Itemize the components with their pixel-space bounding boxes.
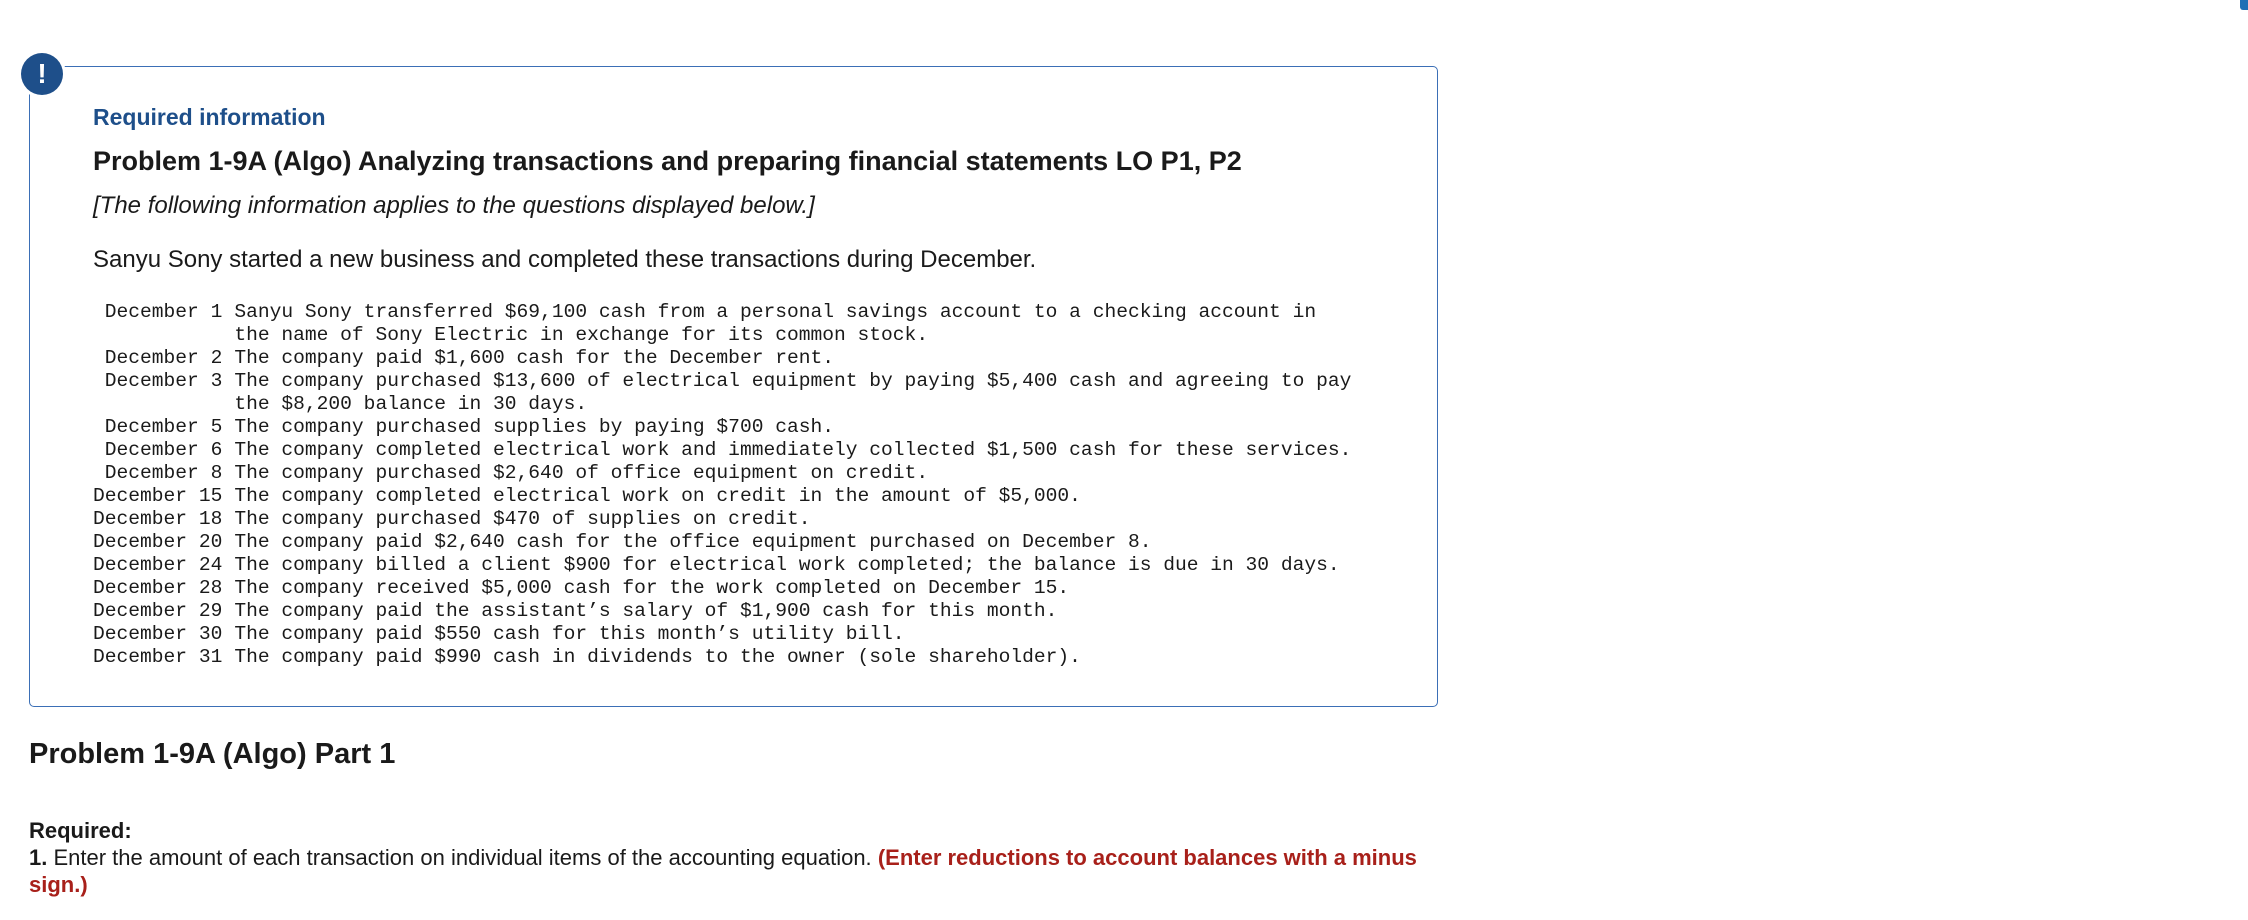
instruction-body: Enter the amount of each transaction on individual items of the accounting equation. [53,845,872,870]
transaction-date: December 1 [104,301,223,323]
transaction-description: The company paid $1,600 cash for the December rent. [234,347,835,369]
transaction-description: The company purchased $470 of supplies on credit. [234,508,811,530]
intro-text: Sanyu Sony started a new business and completed these transactions during December. [93,246,1037,273]
part-title: Problem 1-9A (Algo) Part 1 [29,738,396,770]
transaction-date: December 30 [93,623,223,645]
transaction-date: December 31 [93,646,223,668]
instruction-text [29,844,1449,898]
transaction-date: December 28 [93,577,223,599]
transaction-row [93,485,1359,508]
transaction-date: December 24 [93,554,223,576]
instruction-note: (Enter reductions to account balances with a minus sign.) [29,845,1417,897]
transaction-row [93,416,1359,439]
transaction-row [93,577,1359,600]
transaction-description: The company received $5,000 cash for the work completed on December 15. [234,577,1070,599]
transaction-row [93,508,1359,531]
step-number: 1. [29,845,48,870]
transaction-date: December 3 [104,370,223,392]
transaction-description: The company purchased supplies by paying $700 cash. [234,416,835,438]
transaction-description: The company paid $990 cash in dividends to the owner (sole shareholder). [234,646,1081,668]
transaction-description: The company purchased $13,600 of electrical equipment by paying $5,400 cash and agreeing to pay the $8,200 balance in 30 days. [234,370,1352,415]
transaction-description: The company paid the assistant’s salary of $1,900 cash for this month. [234,600,1058,622]
transaction-row [93,462,1359,485]
alert-icon: ! [21,53,63,95]
transaction-row [93,531,1359,554]
transaction-description: The company paid $550 cash for this month’s utility bill. [234,623,905,645]
corner-tab [2240,0,2248,10]
required-information-heading: Required information [93,104,326,130]
transaction-description: The company paid $2,640 cash for the office equipment purchased on December 8. [234,531,1152,553]
transaction-date: December 29 [93,600,223,622]
applies-note: [The following information applies to the questions displayed below.] [93,192,815,219]
transaction-description: The company billed a client $900 for electrical work completed; the balance is due in 30 days. [234,554,1340,576]
transaction-date: December 18 [93,508,223,530]
transaction-row [93,347,1359,370]
transactions-table [93,301,1359,669]
transaction-description: Sanyu Sony transferred $69,100 cash from a personal savings account to a checking account in the name of Sony Electric in exchange for its common stock. [234,301,1317,346]
transaction-description: The company purchased $2,640 of office equipment on credit. [234,462,929,484]
transaction-row [93,554,1359,577]
transaction-row [93,623,1359,646]
transaction-description: The company completed electrical work and immediately collected $1,500 cash for these services. [234,439,1352,461]
transaction-date: December 15 [93,485,223,507]
transaction-date: December 5 [104,416,223,438]
transaction-date: December 2 [104,347,223,369]
transaction-row [93,439,1359,462]
transaction-row [93,301,1359,347]
transaction-row [93,600,1359,623]
transaction-date: December 6 [104,439,223,461]
problem-title: Problem 1-9A (Algo) Analyzing transactions and preparing financial statements LO P1, P2 [93,146,1242,176]
transaction-description: The company completed electrical work on credit in the amount of $5,000. [234,485,1081,507]
transaction-date: December 8 [104,462,223,484]
required-label: Required: [29,818,132,843]
transaction-row [93,370,1359,416]
transaction-row [93,646,1359,669]
transaction-date: December 20 [93,531,223,553]
